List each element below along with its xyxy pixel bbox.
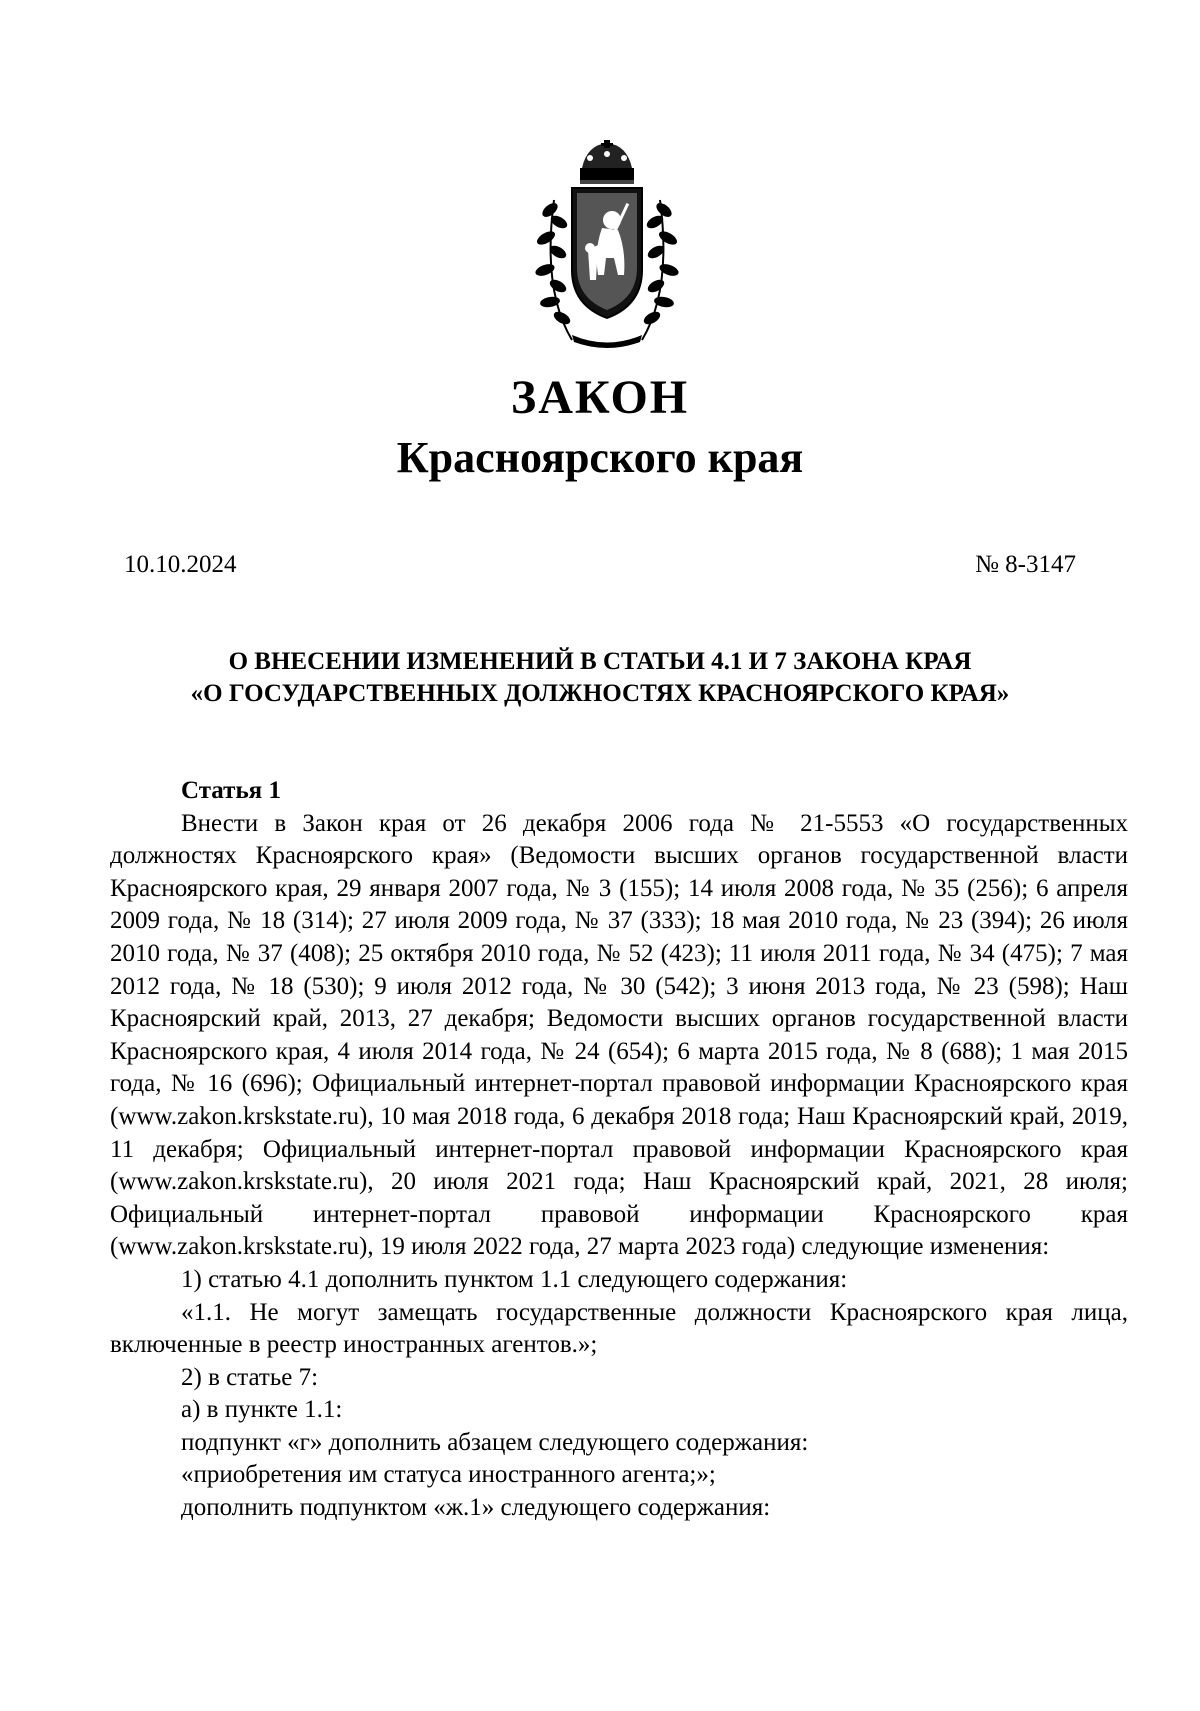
article-paragraph: дополнить подпунктом «ж.1» следующего содержания: (181, 1494, 771, 1522)
article-paragraph: 2) в статье 7: (181, 1363, 319, 1391)
law-date: 10.10.2024 (124, 551, 237, 578)
document-title: ЗАКОН (510, 371, 690, 424)
article-paragraph: 1) статью 4.1 дополнить пунктом 1.1 следующего содержания: (181, 1265, 848, 1293)
law-heading-line: «О ГОСУДАРСТВЕННЫХ ДОЛЖНОСТЯХ КРАСНОЯРСКОГО КРАЯ» (190, 680, 1010, 707)
document-subtitle: Красноярского края (396, 433, 804, 482)
article-paragraph: а) в пункте 1.1: (181, 1396, 343, 1424)
law-heading-line: О ВНЕСЕНИИ ИЗМЕНЕНИЙ В СТАТЬИ 4.1 И 7 ЗАКОНА КРАЯ (228, 648, 972, 675)
article-paragraph: подпункт «г» дополнить абзацем следующего содержания: (181, 1428, 809, 1456)
article-paragraph: Внести в Закон края от 26 декабря 2006 года № 21-5553 «О государственных должностях Красноярского края» (Ведомости высших органов государственной власти Красноярского края, 29 января 2007 года, № 3 (155); 14 июля 2008 года, № 35 (256); 6 апреля 2009 года, № 18 (314); 27 июля 2009 года, № 37 (333); 18 мая 2010 года, № 23 (394); 26 июля 2010 года, № 37 (408); 25 октября 2010 года, № 52 (423); 11 июля 2011 года, № 34 (475); 7 мая 2012 года, № 18 (530); 9 июля 2012 года, № 30 (542); 3 июня 2013 года, № 23 (598); Наш Красноярский край, 2013, 27 декабря; Ведомости высших органов государственной власти Красноярского края, 4 июля 2014 года, № 24 (654); 6 марта 2015 года, № 8 (688); 1 мая 2015 года, № 16 (696); Официальный интернет-портал правовой информации Красноярского края (www.zakon.krskstate.ru), 10 мая 2018 года, 6 декабря 2018 года; Наш Красноярский край, 2019, 11 декабря; Официальный интернет-портал правовой информации Красноярского края (www.zakon.krskstate.ru), 20 июля 2021 года; Наш Красноярский край, 2021, 28 июля; Официальный интернет-портал правовой информации Красноярского края (www.zakon.krskstate.ru), 19 июля 2022 года, 27 марта 2023 года) следующие изменения: (110, 809, 1128, 1261)
article-paragraph: «приобретения им статуса иностранного агента;»; (181, 1461, 716, 1489)
article-paragraph: «1.1. Не могут замещать государственные должности Красноярского края лица, включенные в реестр иностранных агентов.»; (110, 1298, 1128, 1359)
article-body (110, 775, 1128, 1525)
law-number: № 8-3147 (975, 551, 1076, 578)
krasnoyarsk-coat-of-arms-icon (532, 140, 682, 350)
law-heading (110, 646, 1090, 710)
article-title: Статья 1 (181, 777, 281, 804)
